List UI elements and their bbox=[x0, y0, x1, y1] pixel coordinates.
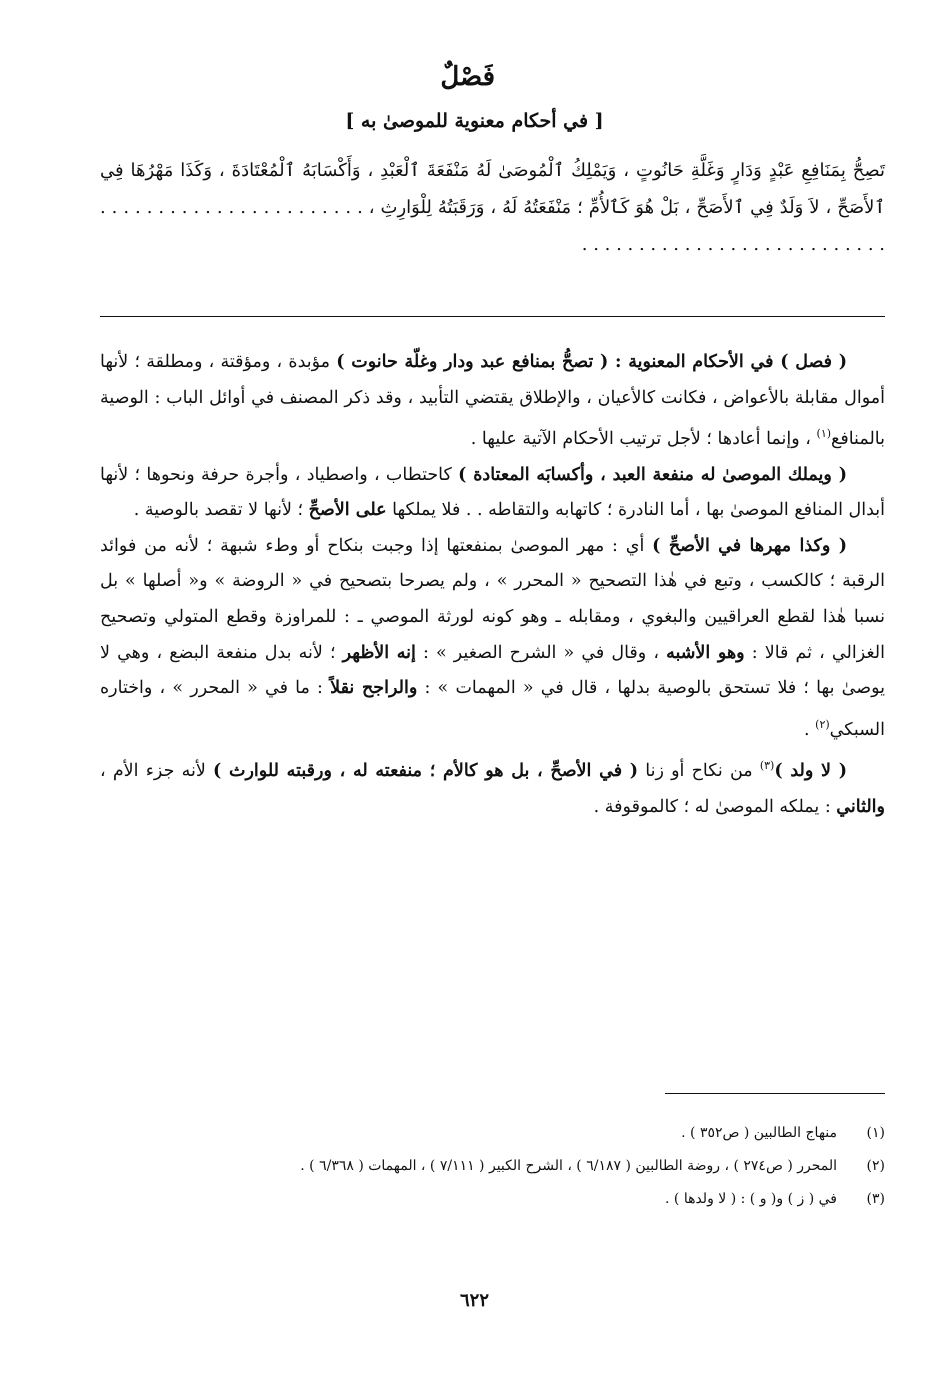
bold-phrase: ( لا ولد ) bbox=[774, 761, 848, 782]
text-run: أي : مهر الموصىٰ بمنفعتها إذا وجبت بنكاح أو وطء شبهة ؛ لأنه من فوائد الرقبة ؛ كالكسب ، وتبع في هٰذا التصحيح « المحرر » ، ولم يصرحا بتصحيح في « الروضة » و« أصلها » بل نسبا هٰذا لقطع العراقيين والبغوي ، ومقابله ـ وهو كونه لورثة الموصي ـ : للمراوزة وقطع المتولي وتصحيح الغزالي ، ثم قالا : bbox=[100, 535, 885, 663]
footnote-ref[interactable]: (٣) bbox=[759, 759, 775, 773]
footnotes bbox=[100, 1120, 885, 1213]
footnote-number: (٢) bbox=[866, 1158, 885, 1174]
footnote-text: منهاج الطالبين ( ص٣٥٢ ) . bbox=[681, 1125, 837, 1141]
footnote bbox=[100, 1186, 885, 1213]
text-run: من نكاح أو زنا bbox=[638, 761, 760, 782]
bold-phrase: والراجح نقلاً bbox=[330, 678, 418, 699]
text-run: ؛ لأنها لا تقصد بالوصية . bbox=[133, 500, 309, 521]
footnote-ref[interactable]: (١) bbox=[816, 427, 832, 441]
text-run: : ما في « المحرر » ، واختاره السبكي bbox=[100, 678, 885, 740]
footnote-ref[interactable]: (٢) bbox=[815, 717, 830, 731]
text-run: : يملكه الموصىٰ له ؛ كالموقوفة . bbox=[593, 796, 837, 817]
text-run: كاحتطاب ، واصطياد ، وأجرة حرفة ونحوها ؛ لأنها أبدال المنافع الموصىٰ بها ، أما النادرة ؛ كاتهابه والتقاطه . . فلا يملكها bbox=[100, 464, 885, 521]
page-number: ٦٢٢ bbox=[459, 1290, 489, 1311]
footnote-text: في ( ز ) و( و ) : ( لا ولدها ) . bbox=[665, 1191, 837, 1207]
commentary-paragraph bbox=[100, 345, 885, 458]
text-run: . bbox=[804, 719, 816, 740]
bold-phrase: وهو الأشبه bbox=[666, 642, 745, 663]
matn-text: تَصِحُّ بِمَنَافِعِ عَبْدٍ وَدَارٍ وَغَلَّةِ حَانُوتٍ ، وَيَمْلِكُ ٱلْمُوصَىٰ لَهُ مَنْفَعَةَ ٱلْعَبْدِ ، وَأَكْسَابَهُ ٱلْمُعْتَادَةَ ، وَكَذَا مَهْرُهَا فِي ٱلأَصَحِّ ، لاَ وَلَدٌ فِي ٱلأَصَحِّ ، بَلْ هُوَ كَٱلأُمِّ ؛ مَنْفَعَتُهُ لَهُ ، وَرَقَبَتُهُ لِلْوَارِثِ ، . . . . . . . . . . . . . . . . . . . . . . . . . . . . . . . . . . . . . . . . . . . . . . . . . . bbox=[100, 160, 885, 255]
chapter-subtitle: [ في أحكام معنوية للموصىٰ به ] bbox=[345, 110, 604, 132]
text-run: لأنه جزء الأم ، bbox=[100, 761, 214, 782]
bold-phrase: ( ويملك الموصىٰ له منفعة العبد ، وأكسابَه المعتادة ) bbox=[458, 464, 847, 485]
text-run: ؛ لأنه بدل منفعة البضع ، وهي لا يوصىٰ بها ؛ فلا تستحق بالوصية بدلها ، قال في « المهمات » : bbox=[100, 642, 885, 699]
footnote bbox=[100, 1120, 885, 1147]
commentary-paragraph bbox=[100, 529, 885, 748]
footnote-number: (٣) bbox=[866, 1191, 885, 1207]
bold-phrase: على الأصحِّ bbox=[308, 500, 387, 521]
bold-phrase: إنه الأظهر bbox=[342, 642, 416, 663]
text-run: ، وقال في « الشرح الصغير » : bbox=[415, 642, 667, 663]
footnote bbox=[100, 1153, 885, 1180]
bold-phrase: ( في الأصحِّ ، بل هو كالأم ؛ منفعته له ، ورقبته للوارث ) bbox=[213, 761, 639, 782]
text-run: ، وإنما أعادها ؛ لأجل ترتيب الأحكام الآتية عليها . bbox=[470, 429, 817, 450]
footnote-text: المحرر ( ص٢٧٤ ) ، روضة الطالبين ( ٦/١٨٧ ) ، الشرح الكبير ( ٧/١١١ ) ، المهمات ( ٦/٣٦٨ ) . bbox=[300, 1158, 837, 1174]
text-run: مؤبدة ، ومؤقتة ، ومطلقة ؛ لأنها أموال مقابلة بالأعواض ، فكانت كالأعيان ، والإطلاق يقتضي التأبيد ، وقد ذكر المصنف في أوائل الباب : الوصية بالمنافع bbox=[100, 352, 885, 450]
matn-separator bbox=[100, 316, 885, 317]
chapter-ornament: فَصْلٌ bbox=[440, 62, 495, 92]
bold-phrase: ( فصل ) في الأحكام المعنوية : ( تصحُّ بمنافع عبد ودار وغلّة حانوت ) bbox=[336, 352, 847, 372]
bold-phrase: ( وكذا مهرها في الأصحِّ ) bbox=[652, 535, 847, 556]
commentary-paragraph bbox=[100, 458, 885, 529]
footnote-separator bbox=[665, 1093, 885, 1094]
commentary-paragraph bbox=[100, 748, 885, 825]
commentary bbox=[100, 345, 885, 825]
footnote-number: (١) bbox=[866, 1125, 885, 1141]
bold-phrase: والثاني bbox=[836, 796, 885, 817]
